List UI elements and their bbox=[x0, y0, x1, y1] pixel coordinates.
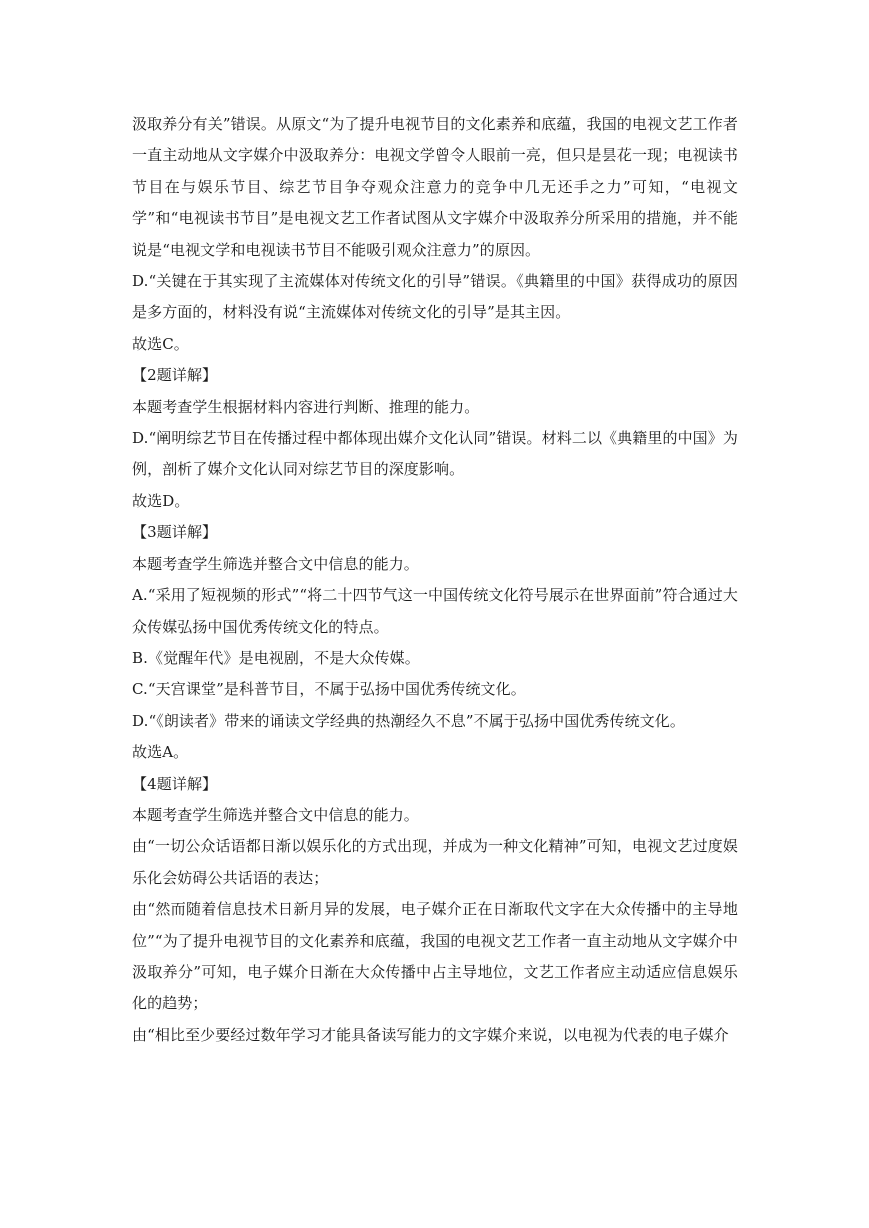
heading-q3-explanation: 【3题详解】 bbox=[132, 523, 218, 542]
heading-q4-explanation: 【4题详解】 bbox=[132, 774, 218, 793]
heading-q2-explanation: 【2题详解】 bbox=[132, 366, 218, 385]
paragraph-answer-q3: 故选A。 bbox=[132, 743, 189, 762]
paragraph-option-d-q2: D.“阐明综艺节目在传播过程中都体现出媒介文化认同”错误。材料二以《典籍里的中国》为例，剖析了媒介文化认同对综艺节目的深度影响。 bbox=[132, 429, 738, 479]
paragraph-continuation: 汲取养分有关”错误。从原文“为了提升电视节目的文化素养和底蕴，我国的电视文艺工作者一直主动地从文字媒介中汲取养分：电视文学曾令人眼前一亮，但只是昙花一现；电视读书节目在与娱乐节目、综艺节目争夺观众注意力的竞争中几无还手之力”可知，“电视文学”和“电视读书节目”是电视文艺工作者试图从文字媒介中汲取养分所采用的措施，并不能说是“电视文学和电视读书节目不能吸引观众注意力”的原因。 bbox=[132, 115, 738, 259]
paragraph-q2-intro: 本题考查学生根据材料内容进行判断、推理的能力。 bbox=[132, 397, 480, 416]
paragraph-option-d-q3: D.“《朗读者》带来的诵读文学经典的热潮经久不息”不属于弘扬中国优秀传统文化。 bbox=[132, 711, 686, 730]
paragraph-answer-q2: 故选D。 bbox=[132, 491, 190, 510]
paragraph-q4-point-3: 由“相比至少要经过数年学习才能具备读写能力的文字媒介来说，以电视为代表的电子媒介 bbox=[132, 1025, 729, 1044]
paragraph-option-a-q3: A.“采用了短视频的形式”“将二十四节气这一中国传统文化符号展示在世界面前”符合通过大众传媒弘扬中国优秀传统文化的特点。 bbox=[132, 586, 738, 636]
paragraph-q4-intro: 本题考查学生筛选并整合文中信息的能力。 bbox=[132, 805, 419, 824]
paragraph-option-b-q3: B.《觉醒年代》是电视剧，不是大众传媒。 bbox=[132, 648, 420, 667]
paragraph-option-d-q1: D.“关键在于其实现了主流媒体对传统文化的引导”错误。《典籍里的中国》获得成功的原因是多方面的，材料没有说“主流媒体对传统文化的引导”是其主因。 bbox=[132, 272, 738, 322]
paragraph-q4-point-1: 由“一切公众话语都日渐以娱乐化的方式出现，并成为一种文化精神”可知，电视文艺过度娱乐化会妨碍公共话语的表达； bbox=[132, 837, 738, 887]
paragraph-q3-intro: 本题考查学生筛选并整合文中信息的能力。 bbox=[132, 554, 419, 573]
paragraph-answer-q1: 故选C。 bbox=[132, 334, 189, 353]
answer-explanation-text bbox=[132, 109, 738, 1051]
paragraph-q4-point-2: 由“然而随着信息技术日新月异的发展，电子媒介正在日渐取代文字在大众传播中的主导地位”“为了提升电视节目的文化素养和底蕴，我国的电视文艺工作者一直主动地从文字媒介中汲取养分”可知，电子媒介日渐在大众传播中占主导地位，文艺工作者应主动适应信息娱乐化的趋势； bbox=[132, 900, 738, 1013]
paragraph-option-c-q3: C.“天宫课堂”是科普节目，不属于弘扬中国优秀传统文化。 bbox=[132, 680, 526, 699]
